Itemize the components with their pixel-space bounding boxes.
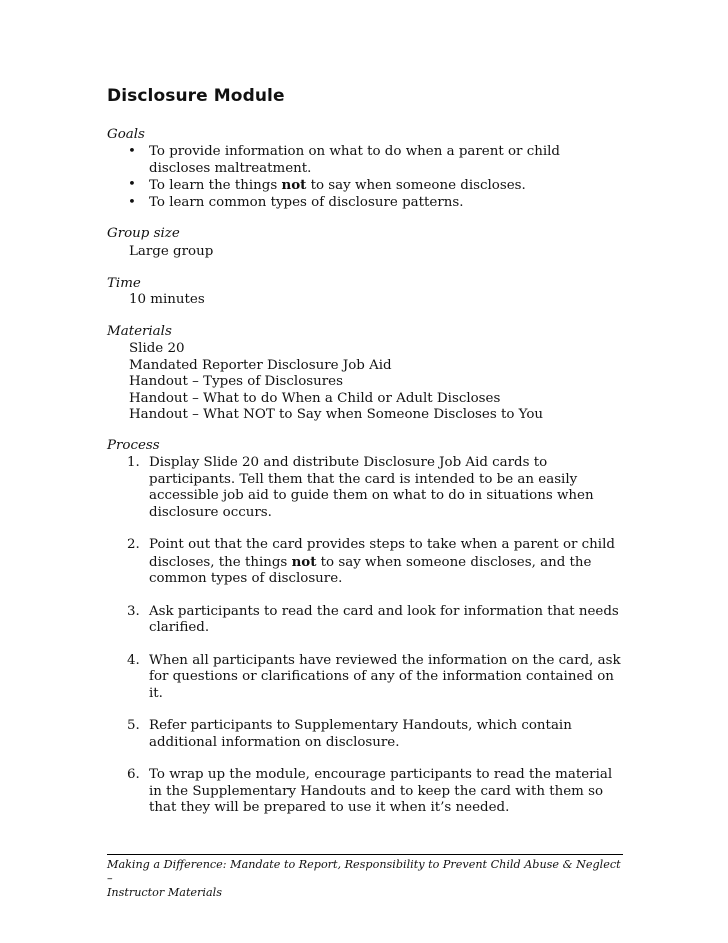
- step-text-pre: Point out that the card provides steps to take when a parent or child discloses, the things: [149, 537, 615, 570]
- list-item: Handout – What NOT to Say when Someone Discloses to You: [129, 407, 544, 422]
- step-number: 4.: [127, 652, 140, 668]
- step-text-bold: not: [291, 553, 317, 570]
- list-item: [107, 455, 627, 521]
- list-item: [107, 653, 627, 703]
- goals-heading: Goals: [107, 127, 145, 142]
- goals-list: [107, 144, 607, 211]
- list-item: Slide 20: [129, 341, 185, 356]
- footer-divider: [107, 854, 623, 855]
- list-item: Mandated Reporter Disclosure Job Aid: [129, 357, 392, 373]
- page-footer: [107, 858, 627, 900]
- group-size-heading: Group size: [107, 226, 180, 241]
- step-text-post: to say when someone discloses, and the common types of disclosure.: [149, 554, 592, 586]
- materials-heading: Materials: [107, 324, 172, 339]
- list-item: [107, 718, 627, 751]
- step-number: 5.: [127, 718, 140, 733]
- step-text: Ask participants to read the card and look for information that needs clarified.: [149, 603, 619, 635]
- step-number: 1.: [127, 455, 140, 470]
- step-text: Display Slide 20 and distribute Disclosure Job Aid cards to participants. Tell them that the card is intended to be an easily accessible job aid to guide them on what to do in situations when disclosure occurs.: [149, 455, 594, 520]
- footer-line: Making a Difference: Mandate to Report, Responsibility to Prevent Child Abuse & Neglect –: [107, 858, 621, 885]
- list-item: Handout – Types of Disclosures: [129, 374, 343, 389]
- time-heading: Time: [107, 276, 141, 291]
- step-number: 2.: [127, 537, 140, 552]
- list-item: [107, 177, 607, 195]
- goal-text: To provide information on what to do when a parent or child discloses maltreatment.: [149, 144, 560, 176]
- list-item: Handout – What to do When a Child or Adult Discloses: [129, 390, 501, 406]
- goal-text-pre: To learn the things: [149, 178, 282, 193]
- list-item: [107, 195, 607, 212]
- step-number: 3.: [127, 603, 140, 619]
- step-text: To wrap up the module, encourage participants to read the material in the Supplementary Handouts and to keep the card with them so that they will be prepared to use it when it’s needed.: [149, 767, 613, 815]
- time-value: 10 minutes: [129, 292, 205, 307]
- bullet: •: [128, 177, 136, 192]
- process-heading: Process: [107, 438, 160, 453]
- list-item: [107, 604, 627, 637]
- bullet: •: [128, 194, 136, 210]
- list-item: [107, 144, 607, 177]
- step-text: Refer participants to Supplementary Handouts, which contain additional information on disclosure.: [149, 718, 572, 750]
- page-title: Disclosure Module: [107, 86, 285, 106]
- process-list: [107, 455, 627, 833]
- materials-list: [129, 341, 543, 424]
- footer-line: Instructor Materials: [107, 886, 222, 899]
- goal-text-post: to say when someone discloses.: [306, 178, 526, 193]
- step-text: When all participants have reviewed the information on the card, ask for questions or clarifications of any of the information contained on it.: [149, 652, 621, 701]
- list-item: [107, 767, 627, 817]
- step-number: 6.: [127, 767, 140, 782]
- bullet: •: [128, 144, 136, 159]
- group-size-value: Large group: [129, 244, 214, 259]
- goal-text-bold: not: [281, 177, 307, 193]
- list-item: [107, 537, 627, 588]
- goal-text: To learn common types of disclosure patterns.: [149, 194, 464, 210]
